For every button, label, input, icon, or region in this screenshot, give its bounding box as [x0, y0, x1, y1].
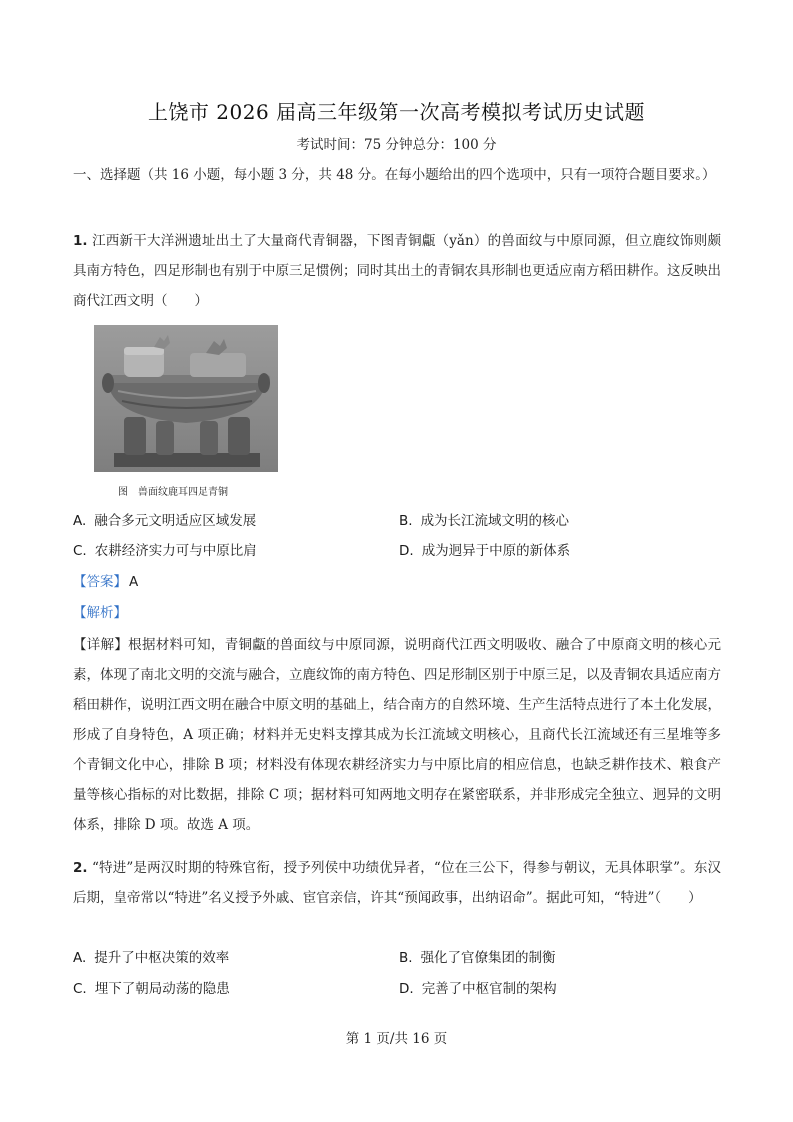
option-text: 提升了中枢决策的效率	[94, 950, 230, 966]
options-row-2	[73, 536, 721, 566]
option-b[interactable]	[399, 943, 556, 973]
option-text: 农耕经济实力可与中原比肩	[94, 543, 257, 559]
options-row-2	[73, 974, 721, 1004]
option-letter: A.	[73, 513, 87, 529]
option-letter: B.	[399, 950, 413, 966]
section-heading: 一、选择题（共 16 小题，每小题 3 分，共 48 分。在每小题给出的四个选项中，只有一项符合题目要求。）	[73, 167, 716, 183]
options-row-1	[73, 506, 721, 536]
question-number: 1.	[73, 233, 88, 249]
option-text: 完善了中枢官制的架构	[421, 981, 557, 997]
option-letter: C.	[73, 981, 87, 997]
option-letter: C.	[73, 543, 87, 559]
option-letter: A.	[73, 950, 87, 966]
option-text: 埋下了朝局动荡的隐患	[94, 981, 230, 997]
question-number: 2.	[73, 860, 88, 876]
page-footer: 第 1 页/共 16 页	[345, 1031, 448, 1047]
question-2-stem	[73, 853, 721, 913]
option-text: 成为迥异于中原的新体系	[421, 543, 571, 559]
answer-value: A	[129, 574, 139, 590]
option-text: 成为长江流域文明的核心	[420, 513, 570, 529]
page-title: 上饶市 2026 届高三年级第一次高考模拟考试历史试题	[147, 100, 646, 124]
option-c[interactable]	[73, 974, 230, 1004]
question-1-stem	[73, 226, 721, 316]
question-stem-text: 江西新干大洋洲遗址出土了大量商代青铜器，下图青铜甗（yǎn）的兽面纹与中原同源，但立鹿纹饰则颇具南方特色，四足形制也有别于中原三足惯例；同时其出土的青铜农具形制也更适应南方稻田耕作。这反映出商代江西文明（ ）	[73, 233, 721, 309]
option-d[interactable]	[399, 536, 570, 566]
exam-info: 考试时间：75 分钟总分：100 分	[296, 137, 497, 153]
option-b[interactable]	[399, 506, 569, 536]
option-letter: B.	[399, 513, 413, 529]
question-stem-text: “特进”是两汉时期的特殊官衔，授予列侯中功绩优异者，“位在三公下，得参与朝议，无具体职掌”。东汉后期，皇帝常以“特进”名义授予外戚、宦官亲信，许其“预闻政事，出纳诏命”。据此可知，“特进”（ ）	[73, 860, 721, 906]
options-row-1	[73, 943, 721, 973]
option-text: 强化了官僚集团的制衡	[420, 950, 556, 966]
bronze-vessel-photo	[94, 325, 278, 472]
analysis-label: 【解析】	[73, 605, 127, 621]
option-d[interactable]	[399, 974, 557, 1004]
option-a[interactable]	[73, 943, 229, 973]
bronze-vessel-illustration	[94, 325, 278, 472]
option-letter: D.	[399, 981, 414, 997]
answer-line	[73, 567, 138, 597]
option-c[interactable]	[73, 536, 257, 566]
answer-label: 【答案】	[73, 574, 127, 590]
figure-caption: 图 兽面纹鹿耳四足青铜	[118, 487, 228, 498]
option-letter: D.	[399, 543, 414, 559]
option-text: 融合多元文明适应区域发展	[94, 513, 257, 529]
analysis-detail: 【详解】根据材料可知，青铜甗的兽面纹与中原同源，说明商代江西文明吸收、融合了中原商文明的核心元素，体现了南北文明的交流与融合，立鹿纹饰的南方特色、四足形制区别于中原三足，以及青铜农具适应南方稻田耕作，说明江西文明在融合中原文明的基础上，结合南方的自然环境、生产生活特点进行了本土化发展，形成了自身特色，A 项正确；材料并无史料支撑其成为长江流域文明核心，且商代长江流域还有三星堆等多个青铜文化中心，排除 B 项；材料没有体现农耕经济实力与中原比肩的相应信息，也缺乏耕作技术、粮食产量等核心指标的对比数据，排除 C 项；据材料可知两地文明存在紧密联系，并非形成完全独立、迥异的文明体系，排除 D 项。故选 A 项。	[73, 637, 721, 833]
option-a[interactable]	[73, 506, 256, 536]
